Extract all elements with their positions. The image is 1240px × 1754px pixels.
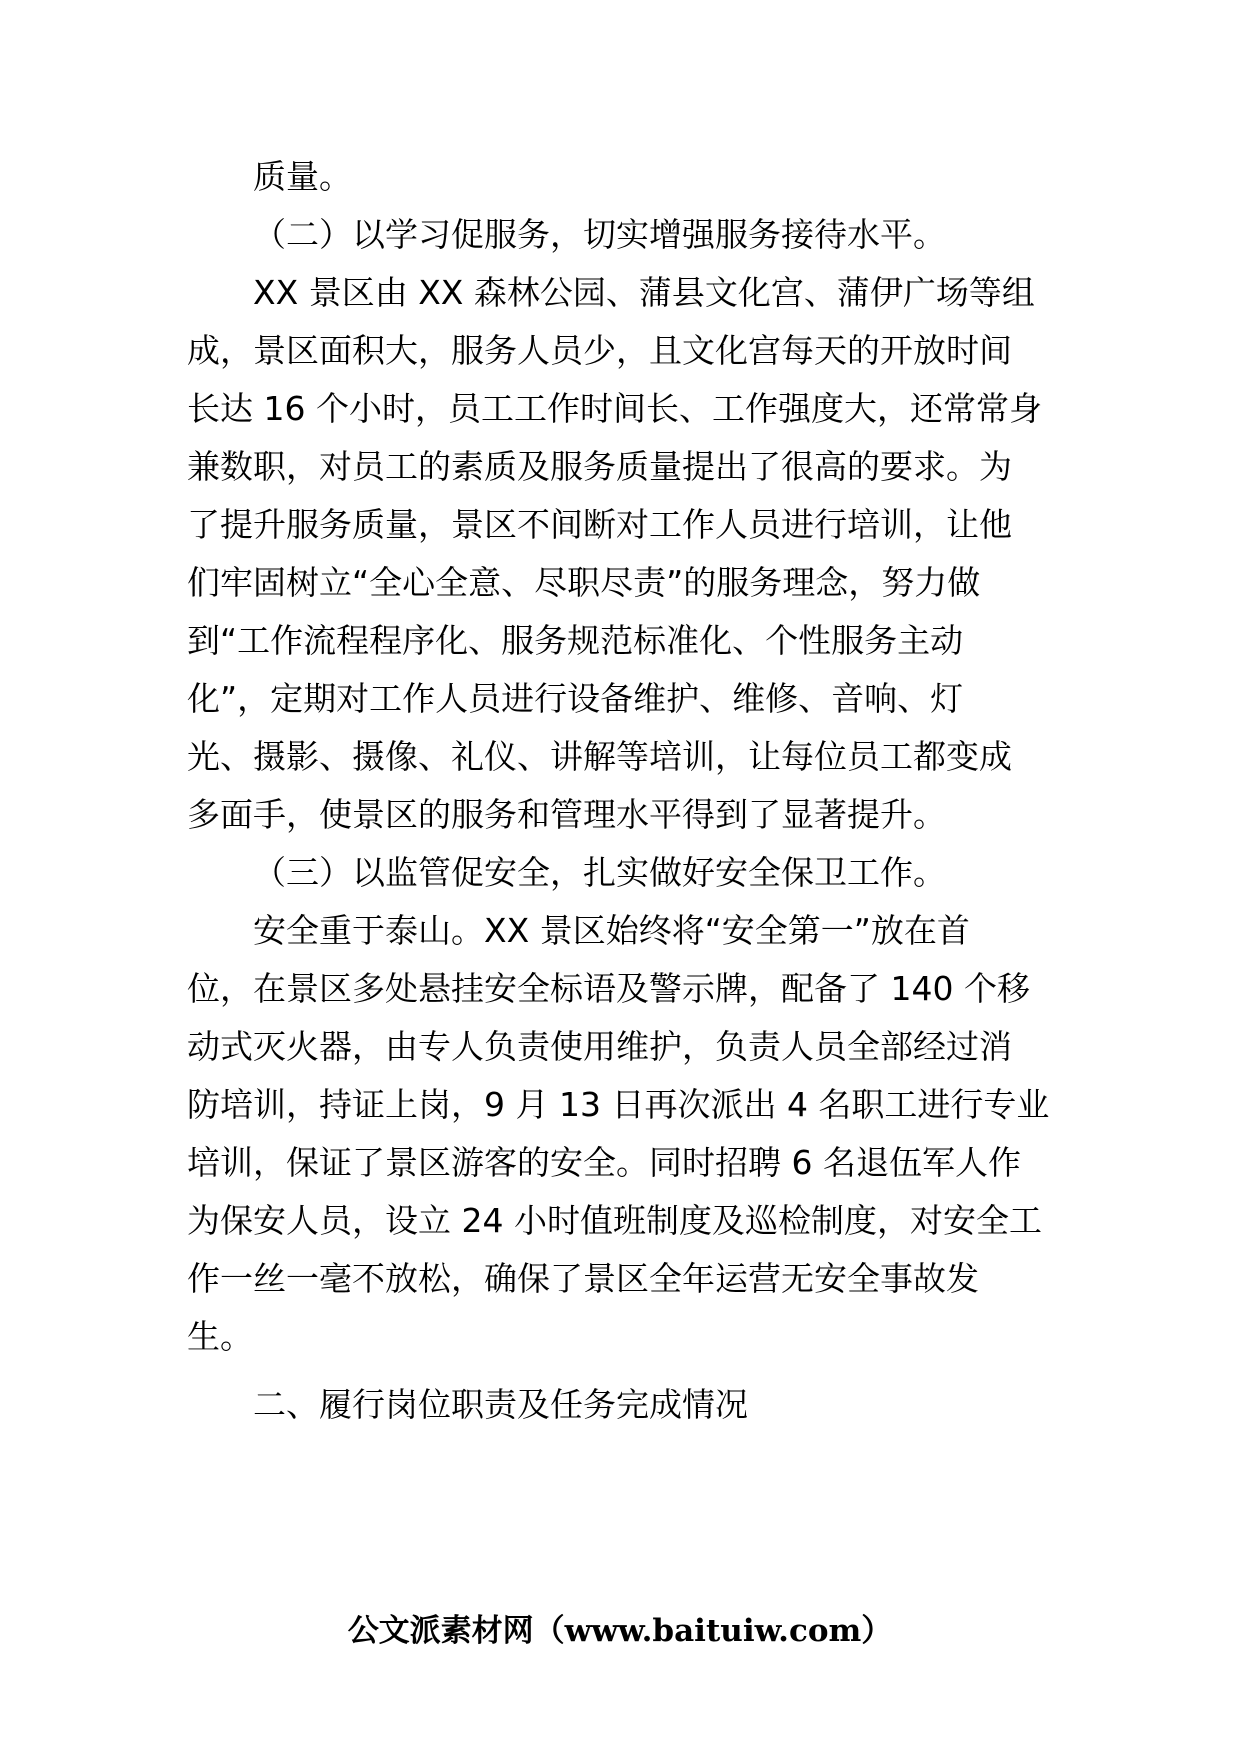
paragraph-line: 防培训，持证上岗，9 月 13 日再次派出 4 名职工进行专业 [187, 1085, 1050, 1124]
paragraph-line: 长达 16 个小时，员工工作时间长、工作强度大，还常常身 [187, 389, 1042, 428]
section-heading-3: （三）以监管促安全，扎实做好安全保卫工作。 [253, 853, 946, 892]
paragraph-line: 安全重于泰山。XX 景区始终将“安全第一”放在首 [253, 911, 970, 950]
paragraph-line: 兼数职，对员工的素质及服务质量提出了很高的要求。为 [187, 447, 1012, 486]
paragraph-line: XX 景区由 XX 森林公园、蒲县文化宫、蒲伊广场等组 [253, 273, 1035, 312]
chapter-heading-2: 二、履行岗位职责及任务完成情况 [253, 1385, 748, 1424]
paragraph-line: 质量。 [253, 157, 352, 196]
paragraph-line: 为保安人员，设立 24 小时值班制度及巡检制度，对安全工 [187, 1201, 1042, 1240]
paragraph-line: 们牢固树立“全心全意、尽职尽责”的服务理念，努力做 [187, 563, 981, 602]
paragraph-line: 光、摄影、摄像、礼仪、讲解等培训，让每位员工都变成 [187, 737, 1012, 776]
paragraph-line: 动式灭火器，由专人负责使用维护，负责人员全部经过消 [187, 1027, 1012, 1066]
paragraph-line: 成，景区面积大，服务人员少，且文化宫每天的开放时间 [187, 331, 1012, 370]
paragraph-line: 培训，保证了景区游客的安全。同时招聘 6 名退伍军人作 [187, 1143, 1021, 1182]
paragraph-line: 位，在景区多处悬挂安全标语及警示牌，配备了 140 个移 [187, 969, 1030, 1008]
footer-watermark: 公文派素材网（www.baituiw.com） [347, 1613, 893, 1649]
paragraph-line: 多面手，使景区的服务和管理水平得到了显著提升。 [187, 795, 946, 834]
paragraph-line: 生。 [187, 1317, 253, 1356]
paragraph-line: 作一丝一毫不放松，确保了景区全年运营无安全事故发 [187, 1259, 979, 1298]
paragraph-line: 化”，定期对工作人员进行设备维护、维修、音响、灯 [187, 679, 964, 718]
section-heading-2: （二）以学习促服务，切实增强服务接待水平。 [253, 215, 946, 254]
paragraph-line: 到“工作流程程序化、服务规范标准化、个性服务主动 [187, 621, 964, 660]
paragraph-line: 了提升服务质量，景区不间断对工作人员进行培训，让他 [187, 505, 1012, 544]
